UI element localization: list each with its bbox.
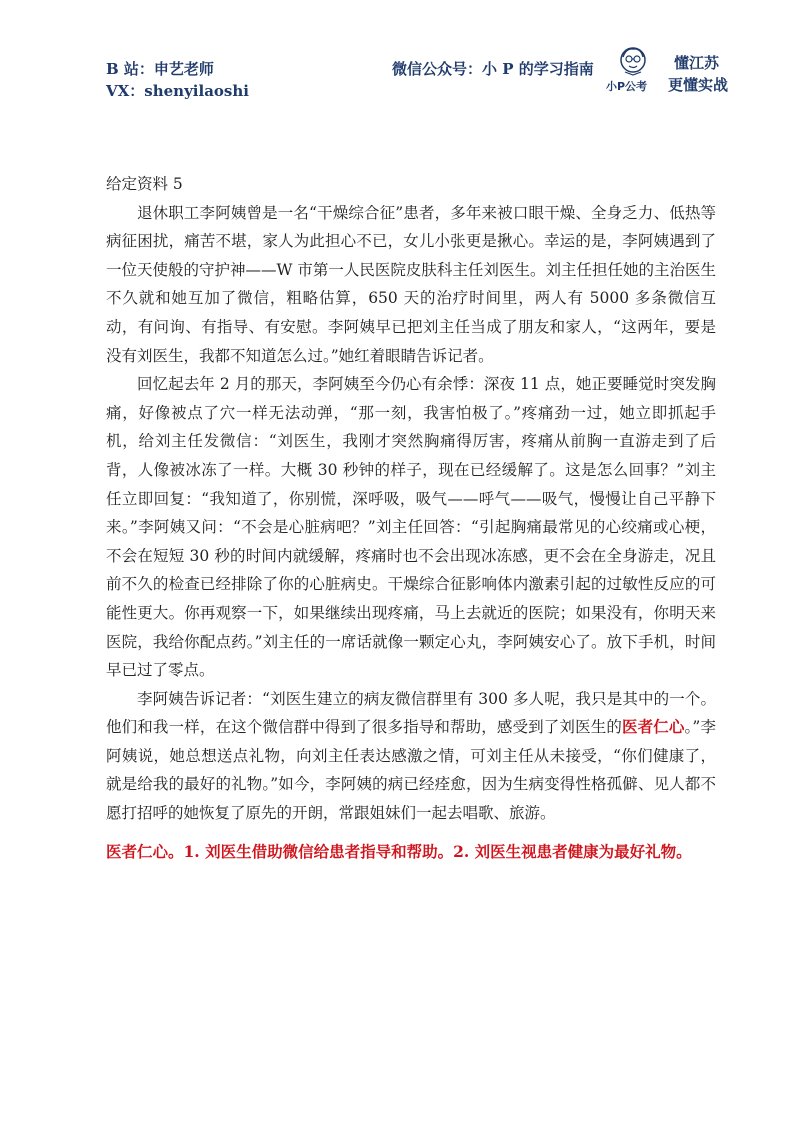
material-title: 给定资料 5: [106, 175, 183, 193]
vx-account: VX：shenyilaoshi: [106, 82, 249, 100]
highlight-keyword: 医者仁心: [621, 717, 685, 737]
paragraph-3-text-b: 。”李阿姨说，她总想送点礼物，向刘主任表达感激之情，可刘主任从未接受，“你们健康了，就是给我的最好的礼物。”如今，李阿姨的病已经痊愈，因为生病变得性格孤僻、见人都不愿打招呼的她恢复了原先的开朗，常跟姐妹们一起去唱歌、旅游。: [106, 718, 716, 823]
paragraph-2: 回忆起去年 2 月的那天，李阿姨至今仍心有余悸：深夜 11 点，她正要睡觉时突发胸痛，好像被点了穴一样无法动弹，“那一刻，我害怕极了。”疼痛劲一过，她立即抓起手机，给刘主任发微信：“刘医生，我刚才突然胸痛得厉害，疼痛从前胸一直游走到了后背，人像被冰冻了一样。大概 30 秒钟的样子，现在已经缓解了。这是怎么回事？”刘主任立即回复：“我知道了，你别慌，深呼吸，吸气——呼气——吸气，慢慢让自己平静下来。”李阿姨又问：“不会是心脏病吧？”刘主任回答：“引起胸痛最常见的心绞痛或心梗，不会在短短 30 秒的时间内就缓解，疼痛时也不会出现冰冻感，更不会在全身游走，况且前不久的检查已经排除了你的心脏病史。干燥综合征影响体内激素引起的过敏性反应的可能性更大。你再观察一下，如果继续出现疼痛，马上去就近的医院；如果没有，你明天来医院，我给你配点药。”刘主任的一席话就像一颗定心丸，李阿姨安心了。放下手机，时间早已过了零点。: [106, 375, 716, 680]
logo-slogan-line1: 懂江苏: [674, 54, 720, 72]
avatar-icon: [616, 44, 650, 78]
document-body: [106, 170, 716, 866]
paragraph-3-text-a: 李阿姨告诉记者：“刘医生建立的病友微信群里有 300 多人呢，我只是其中的一个。他们和我一样，在这个微信群中得到了很多指导和帮助，感受到了刘医生的: [106, 689, 716, 737]
paragraph-1: 退休职工李阿姨曾是一名“干燥综合征”患者，多年来被口眼干燥、全身乏力、低热等病征困扰，痛苦不堪，家人为此担心不已，女儿小张更是揪心。幸运的是，李阿姨遇到了一位天使般的守护神——W 市第一人民医院皮肤科主任刘医生。刘主任担任她的主治医生不久就和她互加了微信，粗略估算，650 天的治疗时间里，两人有 5000 多条微信互动，有问询、有指导、有安慰。李阿姨早已把刘主任当成了朋友和家人，“这两年，要是没有刘医生，我都不知道怎么过。”她红着眼睛告诉记者。: [106, 203, 716, 365]
bilibili-account: B 站：申艺老师: [106, 60, 214, 78]
logo-brand-text: 小P公考: [606, 80, 648, 93]
brand-logo: [606, 44, 736, 98]
paragraph-3: [106, 685, 716, 828]
logo-slogan-line2: 更懂实战: [668, 76, 729, 94]
answer-summary: 医者仁心。1. 刘医生借助微信给患者指导和帮助。2. 刘医生视患者健康为最好礼物。: [106, 841, 692, 861]
wechat-account: 微信公众号：小 P 的学习指南: [392, 60, 594, 78]
header-contact: [106, 58, 249, 102]
